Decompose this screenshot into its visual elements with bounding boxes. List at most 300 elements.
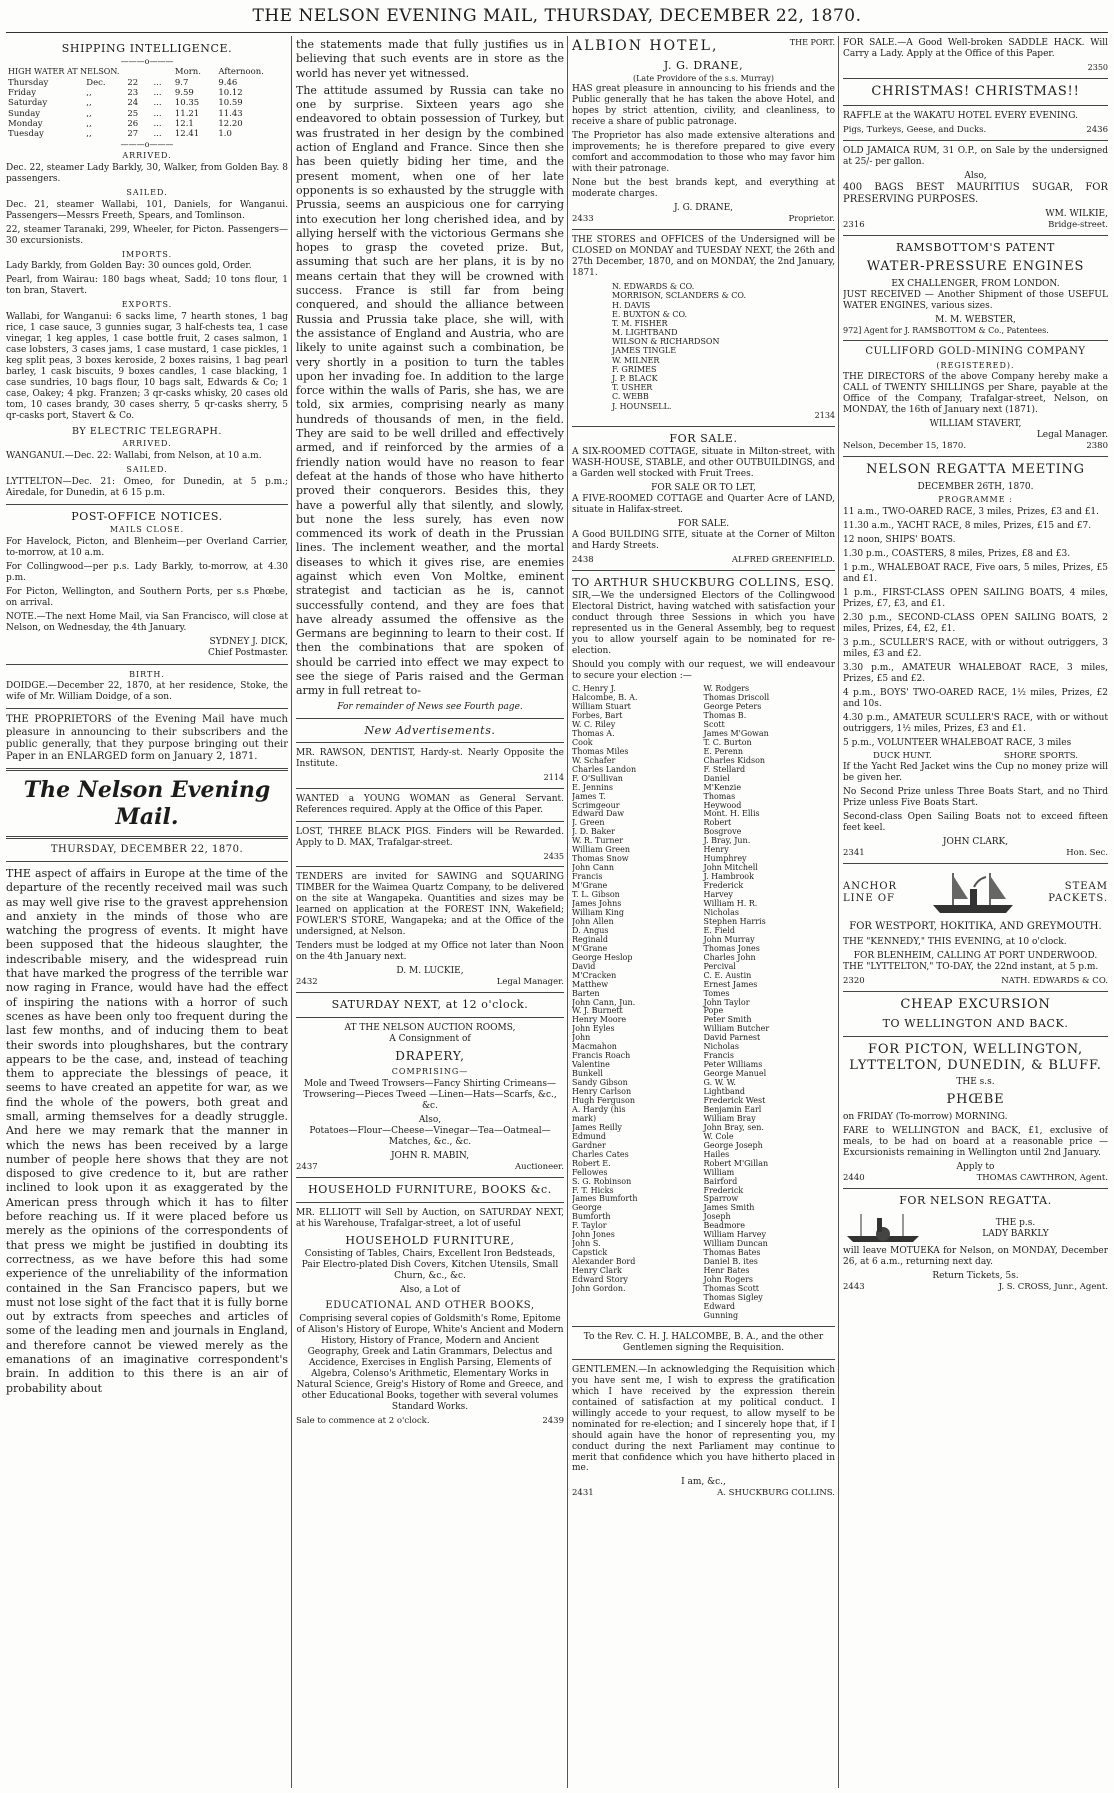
po-notice: For Picton, Wellington, and Southern Ports, per s.s Phœbe, on arrival.	[6, 586, 288, 608]
building-ad: A Good BUILDING SITE, situate at the Corner of Milton and Hardy Streets.	[572, 529, 835, 551]
elector-name: S. G. Robinson	[572, 1176, 632, 1186]
also-lot: Also, a Lot of	[400, 1284, 460, 1295]
elector-name: Thomas Scott	[703, 1284, 760, 1293]
elector-name: Francis M'Grane	[572, 872, 608, 891]
elector-name: J. D. Baker	[572, 827, 615, 837]
steam-label: STEAM	[1064, 880, 1108, 892]
post-office-heading: POST-OFFICE NOTICES.	[71, 509, 223, 523]
elector-name: John Mitchell	[703, 863, 758, 873]
elector-name: J. Bray, Jun.	[703, 836, 751, 846]
elector-name: Robert E. Fellowes	[572, 1158, 611, 1177]
tide-cell: Tuesday	[8, 129, 44, 140]
masthead: THE NELSON EVENING MAIL, THURSDAY, DECEMBER 22, 1870.	[252, 6, 862, 26]
elector-name: E. Perenn	[703, 746, 744, 756]
new-ads-heading: New Advertisements.	[364, 723, 496, 737]
divider	[843, 863, 1108, 864]
elector-name: John Murray	[703, 934, 755, 944]
tide-cell: 10.35	[174, 98, 200, 109]
elector-name: Thomas Driscoll	[703, 693, 770, 703]
divider	[296, 1017, 564, 1018]
regatta-event: 11 a.m., TWO-OARED RACE, 3 miles, Prizes, £3 and £1.	[843, 507, 1100, 518]
telegraph-heading: BY ELECTRIC TELEGRAPH.	[71, 425, 223, 437]
ramsbottom-text: JUST RECEIVED — Another Shipment of those USEFUL WATER ENGINES, various sizes.	[843, 289, 1108, 311]
tide-table	[6, 67, 288, 140]
birth-heading: BIRTH.	[129, 669, 165, 679]
elector-name: Frederick Sparrow	[703, 1185, 744, 1204]
elector-name: Charles Cates	[572, 1149, 629, 1159]
clark-signature: JOHN CLARK,	[942, 836, 1009, 847]
for-sale-let: FOR SALE OR TO LET,	[651, 482, 756, 493]
shipping-heading: SHIPPING INTELLIGENCE.	[61, 42, 233, 55]
tide-cell: ,,	[86, 129, 92, 140]
column-divider	[291, 36, 292, 1788]
regatta-event: 5 p.m., VOLUNTEER WHALEBOAT RACE, 3 miles	[843, 737, 1072, 748]
elector-name: William Bairford	[703, 1167, 738, 1186]
elector-name: John Gordon.	[572, 1284, 626, 1293]
elector-name: Edward Story	[572, 1275, 628, 1285]
divider	[843, 235, 1108, 236]
elector-name: William H. R. Nicholas	[703, 899, 758, 917]
elector-name: John S. Capstick	[572, 1239, 608, 1258]
wanted-ad: WANTED a YOUNG WOMAN as General Servant. References required. Apply at the Office of this Paper.	[296, 793, 564, 815]
elector-name: John Eyles	[572, 1024, 615, 1034]
divider	[572, 229, 835, 230]
divider	[6, 708, 288, 709]
elector-name: F. Taylor	[572, 1221, 607, 1231]
elector-name: F. O'Sullivan	[572, 773, 623, 783]
tide-cell: Dec.	[86, 77, 106, 88]
signature-row	[572, 214, 835, 224]
ramsbottom-heading: RAMSBOTTOM'S PATENT	[895, 241, 1055, 255]
elector-name: John Bray, sen.	[703, 1122, 764, 1132]
regatta-event: 3.30 p.m., AMATEUR WHALEBOAT RACE, 3 miles, Prizes, £5 and £2.	[843, 662, 1108, 684]
elector-name: F. T. Hicks	[572, 1185, 614, 1195]
ornament: ———o———	[120, 139, 174, 149]
electors-left	[572, 685, 704, 1321]
elector-name: Valentine Bunkell	[572, 1060, 610, 1079]
tenders-signature: D. M. LUCKIE,	[396, 966, 464, 977]
divider	[6, 836, 288, 839]
drane-signature: J. G. DRANE,	[673, 202, 734, 213]
hotel-port: THE PORT.	[789, 38, 835, 47]
elector-name: William King	[572, 907, 625, 917]
stavert-date: Nelson, December 15, 1870.	[843, 441, 967, 452]
signature-role: Hon. Sec.	[1066, 847, 1108, 858]
auction-rooms: AT THE NELSON AUCTION ROOMS,	[344, 1022, 516, 1033]
stavert-signature: WILLIAM STAVERT,	[929, 419, 1022, 430]
tide-cell: Thursday	[8, 77, 49, 88]
elector-name: C. E. Austin	[703, 970, 752, 980]
elector-name: Charles John Percival	[703, 952, 756, 971]
sailed-text: Dec. 21, steamer Wallabi, 101, Daniels, for Wanganui. Passengers—Messrs Freeth, Spears, and Tomlinson.	[6, 199, 288, 221]
elector-name: George Heslop	[572, 952, 633, 962]
tide-cell: ...	[153, 87, 162, 98]
elector-name: Thomas A. Cook	[572, 728, 615, 747]
anchor-label: ANCHOR	[843, 880, 898, 892]
regatta-excursion: FOR NELSON REGATTA.	[899, 1194, 1052, 1208]
packets-label: PACKETS.	[1048, 892, 1108, 904]
water-engines-heading: WATER-PRESSURE ENGINES	[866, 258, 1085, 274]
store-name: M. LIGHTBAND	[612, 328, 678, 338]
culliford-text: THE DIRECTORS of the above Company hereby make a CALL of TWENTY SHILLINGS per Share, payable at the Office of the Company, Trafalgar-street, Nelson, on MONDAY, the 16th of January next (1871).	[843, 372, 1108, 416]
store-name: E. BUXTON & CO.	[612, 309, 688, 319]
phoebe-text: on FRIDAY (To-morrow) MORNING.	[843, 1112, 1008, 1123]
tel-sailed-heading: SAILED.	[126, 465, 168, 475]
elector-name: George Manuel	[703, 1069, 767, 1079]
tide-cell: ...	[153, 77, 162, 88]
divider	[296, 1202, 564, 1203]
elector-name: T. L. Gibson	[572, 890, 620, 900]
elector-name: James Johns	[572, 899, 622, 909]
collins-heading: TO ARTHUR SHUCKBURG COLLINS, ESQ.	[572, 575, 835, 589]
elector-name: William Green	[572, 845, 631, 855]
furniture-text: Consisting of Tables, Chairs, Excellent Iron Bedsteads, Pair Electro-plated Dish Covers, Kitchen Utensils, Small Churn, &c., &c.	[301, 1249, 559, 1281]
sailed-heading: SAILED.	[126, 188, 168, 198]
for-sale-heading: FOR SALE.	[677, 518, 730, 529]
exports-text: Wallabi, for Wanganui: 6 sacks lime, 7 hearth stones, 1 bag rice, 1 case sauce, 3 gunnies sugar, 3 half-chests tea, 1 case vinegar, 1 keg apples, 1 case bottle fruit, 2 cases salmon, 1 case lobsters, 3 cases jams, 1 case mustard, 1 case pickles, 1 keg split peas, 3 boxes keroside, 2 boxes raisins, 1 bag pearl barley, 1 cask biscuits, 9 boxes candles, 1 case blacking, 1 case sundries, 10 bags flour, 10 bags salt, Edwards & Co; 1 case, Oakey; 4 pkg. Franzen; 3 qr-casks whisky, 20 cases old tom, 10 cases brandy, 30 cases sherry, 5 qr-casks sherry, 5 qr-casks port, Stavert & Co.	[6, 312, 288, 421]
elector-name: George Peters	[703, 702, 762, 712]
tide-cell: 9.46	[218, 77, 238, 88]
elector-name: W. R. Turner	[572, 836, 624, 846]
elector-name: C. Henry J. Halcombe, B. A.	[572, 684, 638, 703]
tide-cell: ...	[153, 129, 162, 140]
ad-number: 2435	[543, 851, 564, 861]
tide-cell: ...	[153, 98, 162, 109]
elector-name: Charles Landon	[572, 764, 637, 774]
programme-heading: PROGRAMME :	[938, 495, 1013, 505]
elector-name: Henry Clark	[572, 1266, 622, 1276]
divider	[296, 866, 564, 867]
elector-name: Ernest James Tomes	[703, 979, 758, 998]
elliott-ad: MR. ELLIOTT will Sell by Auction, on SATURDAY NEXT, at his Warehouse, Trafalgar-street, a lot of useful	[296, 1207, 564, 1229]
hotel-heading-row	[572, 38, 835, 55]
signature-role: Proprietor.	[788, 213, 835, 224]
electors-list	[572, 685, 835, 1321]
masthead-rule	[6, 32, 1108, 33]
elector-name: Francis Roach	[572, 1051, 631, 1061]
elector-name: David M'Cracken	[572, 961, 617, 980]
barkly-name: LADY BARKLY	[982, 1228, 1049, 1239]
books-text: Comprising several copies of Goldsmith's Rome, Epitome of Alison's History of Europe, White's Ancient and Modern History, History of France, Modern and Ancient Geography, Greek and Latin Grammars, Delectus and Accidence, Exercises in English Parsing, Elements of Algebra, Colenso's Arithmetic, Elementary Works in Natural Science, Greig's History of Rome and Greece, and other Educational Books, together with several volumes Standard Works.	[296, 1314, 564, 1412]
ad-number: 2436	[1086, 124, 1108, 135]
elector-name: Alexander Bord	[572, 1257, 636, 1267]
elector-name: William Stuart Forbes, Bart	[572, 702, 631, 720]
store-name: H. DAVIS	[612, 300, 651, 310]
elector-name: Nicholas Francis	[703, 1042, 739, 1061]
kennedy: THE "KENNEDY," THIS EVENING, at 10 o'clock.	[843, 937, 1067, 948]
regatta-date: DECEMBER 26TH, 1870.	[917, 482, 1034, 493]
store-name: WILSON & RICHARDSON	[612, 337, 720, 347]
hotel-heading: ALBION HOTEL,	[572, 38, 719, 54]
the-ps: THE p.s.	[995, 1217, 1036, 1228]
elector-name: James Reilly	[572, 1122, 622, 1132]
elector-name: Thomas Jones	[703, 943, 760, 953]
elector-name: John Cann, Jun.	[572, 997, 636, 1007]
elector-name: W. Rodgers	[703, 684, 750, 694]
tide-cell: ,,	[86, 98, 92, 109]
elector-name: Benjamin Earl	[703, 1104, 762, 1114]
store-name: C. WEBB	[612, 392, 649, 402]
ad-number: 2440	[843, 1173, 865, 1184]
divider	[572, 570, 835, 571]
tide-header-afternoon: Afternoon.	[218, 67, 264, 78]
elector-name: John Cann	[572, 863, 615, 873]
tide-cell: ,,	[86, 118, 92, 129]
tide-cell: 22	[127, 77, 139, 88]
elector-name: Edward Daw	[572, 809, 625, 819]
imports-text: Pearl, from Wairau: 180 bags wheat, Sadd; 10 tons flour, 1 ton bran, Stavert.	[6, 275, 288, 297]
sale-time: Sale to commence at 2 o'clock.	[296, 1415, 430, 1426]
fare-text: FARE to WELLINGTON and BACK, £1, exclusive of meals, to be had on board at a reasonable price — Excursionists remaining in Wellington until 2nd January.	[843, 1126, 1108, 1159]
cheap-excursion: CHEAP EXCURSION	[900, 997, 1051, 1013]
regatta-event: 12 noon, SHIPS' BOATS.	[843, 535, 956, 545]
tide-cell: 1.0	[218, 129, 232, 140]
comprising: COMPRISING—	[391, 1067, 469, 1077]
elector-name: W. J. Burnett	[572, 1006, 623, 1016]
signature-role: Legal Manager.	[496, 977, 564, 988]
tide-cell: ...	[153, 118, 162, 129]
po-signature: SYDNEY J. DICK,	[209, 636, 288, 647]
tide-row	[6, 109, 288, 119]
stavert-role: Legal Manager.	[1036, 430, 1108, 441]
tide-cell: 11.21	[174, 108, 200, 119]
elector-name: Mont. H. Ellis	[703, 809, 760, 819]
sugar-ad: 400 BAGS BEST MAURITIUS SUGAR, FOR PRESERVING PURPOSES.	[843, 181, 1108, 205]
signature-row	[843, 441, 1108, 451]
tide-cell: 12.20	[218, 118, 243, 129]
hotel-text: HAS great pleasure in announcing to his friends and the Public generally that he has taken the above Hotel, and hopes by strict attention, civility, and cleanliness, to receive a share of public patronage.	[572, 84, 835, 128]
po-signature-role: Chief Postmaster.	[207, 647, 288, 658]
tide-cell: 27	[127, 129, 139, 140]
tide-cell: Friday	[8, 87, 36, 98]
elector-name: Daniel B. ites	[703, 1257, 758, 1267]
tide-cell: ,,	[86, 87, 92, 98]
electors-right	[704, 685, 836, 1321]
elector-name: Robert Bosgrove	[703, 818, 742, 837]
anchor-line-left	[843, 881, 897, 905]
divider	[843, 105, 1108, 106]
tide-row	[6, 78, 288, 88]
regatta-event: 4 p.m., BOYS' TWO-OARED RACE, 1½ miles, Prizes, £2 and 10s.	[843, 687, 1108, 709]
saturday-heading: SATURDAY NEXT, at 12 o'clock.	[331, 998, 529, 1012]
lyttelton: THE "LYTTELTON," TO-DAY, the 22nd instant, at 5 p.m.	[843, 962, 1099, 973]
store-name: F. GRIMES	[612, 364, 657, 374]
elector-name: John Taylor Pope	[703, 997, 750, 1016]
tide-cell: 11.43	[218, 108, 243, 119]
for-sale-ad: FOR SALE.—A Good Well-broken SADDLE HACK. Will Carry a Lady. Apply at the Office of this Paper.	[843, 38, 1108, 59]
tide-cell: 10.59	[218, 98, 243, 109]
elector-name: Thomas Heywood	[703, 791, 742, 810]
elector-name: W. Cole	[703, 1131, 734, 1141]
signature-row	[296, 1416, 564, 1426]
i-am: I am, &c.,	[681, 1477, 726, 1488]
ad-number: 2380	[1086, 441, 1108, 452]
ad-number: 2320	[843, 976, 865, 987]
apply: Apply to	[956, 1162, 995, 1173]
ex-challenger: EX CHALLENGER, FROM LONDON.	[891, 278, 1060, 289]
anchor-line-right	[1048, 881, 1108, 905]
drane-late: (Late Providore of the s.s. Murray)	[632, 74, 775, 84]
arrived-heading: ARRIVED.	[122, 151, 172, 161]
tide-cell: 24	[127, 98, 139, 109]
divider	[843, 78, 1108, 79]
books-heading: EDUCATIONAL AND OTHER BOOKS,	[325, 1299, 535, 1311]
store-name: N. EDWARDS & CO.	[612, 282, 695, 292]
elector-name: James T. Scrimgeour	[572, 791, 620, 810]
elector-name: Charles Kidson	[703, 755, 766, 765]
webster-agent: 972] Agent for J. RAMSBOTTOM & Co., Patentees.	[843, 325, 1049, 335]
elector-name: Thomas Miles	[572, 746, 629, 756]
remainder-note: For remainder of News see Fourth page.	[337, 701, 523, 712]
tide-cell: 23	[127, 87, 139, 98]
drapery-heading: DRAPERY,	[395, 1048, 465, 1063]
signature-row	[843, 976, 1108, 986]
tenders-text: Tenders must be lodged at my Office not later than Noon on the 4th January next.	[296, 941, 564, 963]
signature: ALFRED GREENFIELD.	[731, 554, 835, 565]
line-of-label: LINE OF	[843, 892, 895, 904]
newspaper-flag: The Nelson Evening Mail.	[23, 777, 271, 830]
store-name: T. M. FISHER	[612, 318, 668, 328]
duck-hunt: DUCK HUNT.	[873, 751, 932, 762]
elector-name: E. Field	[703, 925, 735, 935]
christmas-heading: CHRISTMAS! CHRISTMAS!!	[871, 83, 1080, 99]
regatta-event: 1.30 p.m., COASTERS, 8 miles, Prizes, £8 and £3.	[843, 548, 1071, 559]
tide-row	[6, 119, 288, 129]
regatta-event: 1 p.m., FIRST-CLASS OPEN SAILING BOATS, 4 miles, Prizes, £7, £3, and £1.	[843, 587, 1108, 609]
signature-row	[572, 555, 835, 565]
elector-name: William Duncan	[703, 1239, 768, 1249]
for-sale-heading: FOR SALE.	[669, 431, 738, 445]
tide-cell: 26	[127, 118, 139, 129]
ad-number: 2431	[572, 1488, 594, 1499]
shore-sports: SHORE SPORTS.	[1003, 751, 1078, 762]
leading-article: THE aspect of affairs in Europe at the time of the departure of the recently received mail was such as may well give rise to the gravest apprehension and anxiety in the minds of those who are watching the progress of events. It might have been supposed that the hideous slaughter, the indescribable misery, and the widespread ruin that have marked the progress of the terrible war now raging in France, would have had the effect of inspiring the nations with a horror of such scenes as have been only too frequent during the last few months, and of inducing them to beat their swords into ploughshares, but the contrary appears to be the case, and, instead of teaching them to appreciate the blessings of peace, it seems to have created an appetite for war, as we find the whole of the powers, both great and small, arming themselves for a deadly struggle. And here we may remark that the manner in which the news has been received by a large number of people here shows that they are not disposed to give credence to it, but are rather inclined to look upon it as exaggerated by the American press through which it has to filter before reaching us. If it were placed before us merely as the opinions of the correspondents of that press we might be justified in doubting its correctness, as we have before this had some experience of the unreliability of the information contained in the San Francisco papers, but we must not lose sight of the fact that it is fully borne out by extracts from speeches and articles of some of the leading men and journals in England, and therefore cannot be viewed merely as the emanations of an imaginative correspondent's brain. In addition to this there is an air of probability about	[6, 866, 288, 1395]
elector-name: F. Stellard	[703, 764, 746, 774]
rawson-ad: MR. RAWSON, DENTIST, Hardy-st. Nearly Opposite the Institute.	[296, 748, 564, 769]
proprietors-notice: THE PROPRIETORS of the Evening Mail have much pleasure in announcing to their subscribers and the public generally, that they purpose bringing out their Paper in an ENLARGED form on January 2, 1871.	[6, 714, 288, 762]
elector-name: Thomas Sigley	[703, 1292, 763, 1302]
elector-name: W. Schafer	[572, 755, 616, 765]
divider	[843, 1036, 1108, 1037]
signature-row	[296, 1162, 564, 1172]
collins-to: To the Rev. C. H. J. HALCOMBE, B. A., and the other Gentlemen signing the Requisition.	[583, 1331, 824, 1353]
elector-name: T. C. Burton	[703, 737, 752, 747]
tide-cell: 12.41	[174, 129, 200, 140]
ad-number: 2437	[296, 1161, 318, 1172]
tenders-ad: TENDERS are invited for SAWING and SQUARING TIMBER for the Waimea Quartz Company, to be delivered on the site at Wangapeka. Quantities and sizes may be learned on application at the FOREST INN, Wakefield; FOWLER'S STORE, Wangapeka; and at the Office of the undersigned, at Nelson.	[296, 872, 564, 938]
signature-row	[572, 1488, 835, 1498]
tide-header-row	[6, 67, 288, 77]
tide-cell: ...	[153, 108, 162, 119]
divider	[296, 718, 564, 719]
elector-name: George Joseph Hailes	[703, 1140, 763, 1159]
elector-name: Henry Moore	[572, 1015, 627, 1025]
stores-notice: THE STORES and OFFICES of the Undersigned will be CLOSED on MONDAY and TUESDAY NEXT, the 26th and 27th December, 1870, and on MONDAY, the 2nd January, 1871.	[572, 235, 835, 279]
column-divider	[838, 36, 839, 1788]
tide-cell: 9.7	[174, 77, 189, 88]
store-name: JAMES TINGLE	[612, 346, 677, 356]
signature: NATH. EDWARDS & CO.	[1001, 976, 1108, 987]
elector-name: A. Hardy (his mark)	[572, 1104, 626, 1123]
barkly-title	[923, 1218, 1108, 1240]
signature-row	[843, 220, 1108, 230]
store-names	[572, 282, 835, 411]
divider	[6, 664, 288, 665]
divider	[296, 742, 564, 743]
duck-row	[843, 751, 1108, 761]
tide-header: HIGH WATER AT NELSON.	[8, 67, 120, 77]
store-name: MORRISON, SCLANDERS & CO.	[612, 291, 746, 301]
rum-ad: OLD JAMAICA RUM, 31 O.P., on Sale by the undersigned at 25/- per gallon.	[843, 145, 1108, 167]
elector-name: Daniel M'Kenzie	[703, 773, 742, 792]
elector-name: William Harvey	[703, 1230, 767, 1240]
webster-signature: M. M. WEBSTER,	[935, 314, 1016, 325]
elector-name: Frederick Harvey	[703, 881, 744, 900]
paddle-steamer-icon	[843, 1212, 923, 1246]
for-picton: FOR PICTON, WELLINGTON, LYTTELTON, DUNEDIN, & BLUFF.	[849, 1041, 1102, 1073]
elector-name: John Jones	[572, 1230, 615, 1240]
divider	[572, 1326, 835, 1327]
household-heading: HOUSEHOLD FURNITURE, BOOKS &c.	[308, 1183, 552, 1197]
pigs-text: Pigs, Turkeys, Geese, and Ducks.	[843, 124, 987, 135]
cottage-ad: A SIX-ROOMED COTTAGE, situate in Milton-street, with WASH-HOUSE, STABLE, and other OUTBUILDINGS, and a Garden well stocked with Fruit Trees.	[572, 446, 835, 479]
divider	[572, 426, 835, 427]
tide-cell: Monday	[8, 118, 43, 129]
elector-name: James M'Gowan	[703, 728, 769, 738]
elector-name: Reginald M'Grane	[572, 934, 609, 953]
divider	[572, 1359, 835, 1360]
return-tickets: Return Tickets, 5s.	[932, 1270, 1019, 1281]
elector-name: James Bumforth	[572, 1194, 638, 1204]
elector-name: John Allen	[572, 916, 614, 926]
signature-role: Auctioneer.	[515, 1161, 564, 1172]
elector-name: E. Jennins	[572, 782, 613, 792]
elector-name: William Bray	[703, 1113, 756, 1123]
arrived-text: Dec. 22, steamer Lady Barkly, 30, Walker, from Golden Bay. 8 passengers.	[6, 163, 288, 185]
divider	[843, 991, 1108, 992]
ad-number: 2443	[843, 1281, 865, 1292]
article-continuation: the statements made that fully justifies us in believing that such events are in store as the world has never yet witnessed.	[296, 38, 564, 80]
regatta-note: If the Yacht Red Jacket wins the Cup no money prize will be given her.	[843, 761, 1108, 783]
column-3	[572, 38, 835, 1788]
divider	[296, 992, 564, 993]
elector-name: George Bumforth	[572, 1203, 611, 1222]
ad-number: 2341	[843, 847, 865, 858]
blenheim: FOR BLENHEIM, CALLING AT PORT UNDERWOOD.	[853, 951, 1098, 962]
raffle-ad: RAFFLE at the WAKATU HOTEL EVERY EVENING.	[843, 110, 1078, 121]
elector-name: Peter Williams	[703, 1060, 763, 1070]
column-4	[843, 38, 1108, 1788]
regatta-event: 3 p.m., SCULLER'S RACE, with or without outriggers, 3 miles, £3 and £2.	[843, 637, 1108, 659]
elector-name: Henry Carlson	[572, 1087, 632, 1097]
hotel-text: The Proprietor has also made extensive alterations and improvements; he is therefore prepared to give every comfort and accommodation to those who may favor him with their patronage.	[572, 131, 835, 175]
barkly-row	[843, 1212, 1108, 1246]
exports-heading: EXPORTS.	[121, 300, 173, 310]
divider	[843, 340, 1108, 341]
signature-row	[843, 1173, 1108, 1183]
furniture-heading: HOUSEHOLD FURNITURE,	[345, 1233, 515, 1247]
regatta-event: 2.30 p.m., SECOND-CLASS OPEN SAILING BOATS, 2 miles, Prizes, £4, £2, £1.	[843, 612, 1108, 634]
elector-name: Peter Smith	[703, 1015, 752, 1025]
regatta-note: Second-class Open Sailing Boats not to exceed fifteen feet keel.	[843, 811, 1108, 833]
tide-row	[6, 98, 288, 108]
mabin-signature: JOHN R. MABIN,	[390, 1150, 470, 1161]
ad-number: 2433	[572, 213, 594, 224]
po-notice: For Collingwood—per p.s. Lady Barkly, to-morrow, at 4.30 p.m.	[6, 561, 288, 583]
divider	[6, 861, 288, 862]
elector-name: Edward Gunning	[703, 1301, 739, 1320]
elector-name: Thomas B. Scott	[703, 711, 747, 729]
